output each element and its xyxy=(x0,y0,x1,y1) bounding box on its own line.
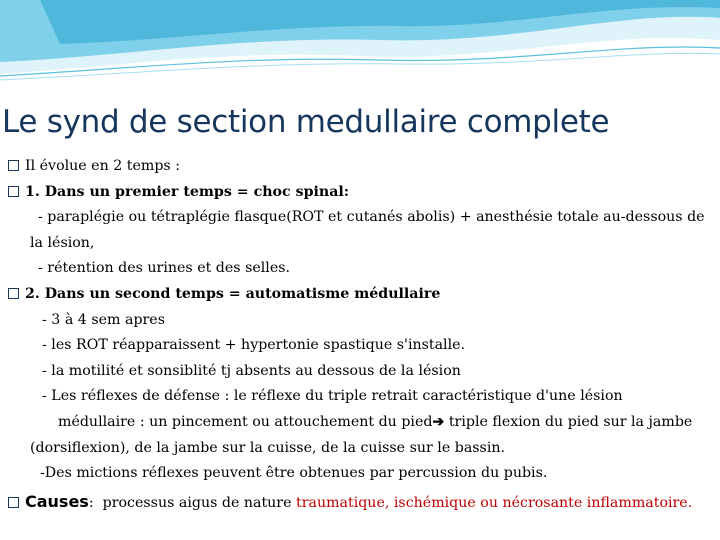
list-item: - Les réflexes de défense : le réflexe du triple retrait caractéristique d'une lésion xyxy=(42,388,623,405)
bullet-square-icon xyxy=(8,288,19,299)
list-item: médullaire : un pincement ou attouchement du pied➔ triple flexion du pied sur la jambe (dorsiflexion), de la jambe sur la cuisse, de la cuisse sur le bassin. xyxy=(30,413,693,456)
header-wave-decoration xyxy=(0,0,720,90)
content-body xyxy=(8,154,712,516)
list-item: Il évolue en 2 temps : xyxy=(8,154,712,180)
bullet-square-icon xyxy=(8,186,19,197)
bullet-square-icon xyxy=(8,160,19,171)
list-item: - paraplégie ou tétraplégie flasque(ROT et cutanés abolis) + anesthésie totale au-dessous de la lésion, xyxy=(30,209,705,251)
arrow-right-icon: ➔ xyxy=(432,413,445,430)
list-item: - 3 à 4 sem apres xyxy=(42,311,165,328)
bullet-square-icon xyxy=(8,497,19,508)
page-title: Le synd de section medullaire complete xyxy=(2,104,610,140)
list-item: - les ROT réapparaissent + hypertonie spastique s'installe. xyxy=(42,337,466,354)
list-item: - la motilité et sonsiblité tj absents au dessous de la lésion xyxy=(42,362,461,379)
list-item: 1. Dans un premier temps = choc spinal: xyxy=(8,180,712,206)
list-item: - rétention des urines et des selles. xyxy=(38,260,291,277)
causes-paragraph: Causes: processus aigus de nature traumatique, ischémique ou nécrosante inflammatoire. xyxy=(8,489,712,517)
list-item: -Des mictions réflexes peuvent être obtenues par percussion du pubis. xyxy=(40,465,548,482)
list-item: 2. Dans un second temps = automatisme médullaire xyxy=(8,282,712,308)
